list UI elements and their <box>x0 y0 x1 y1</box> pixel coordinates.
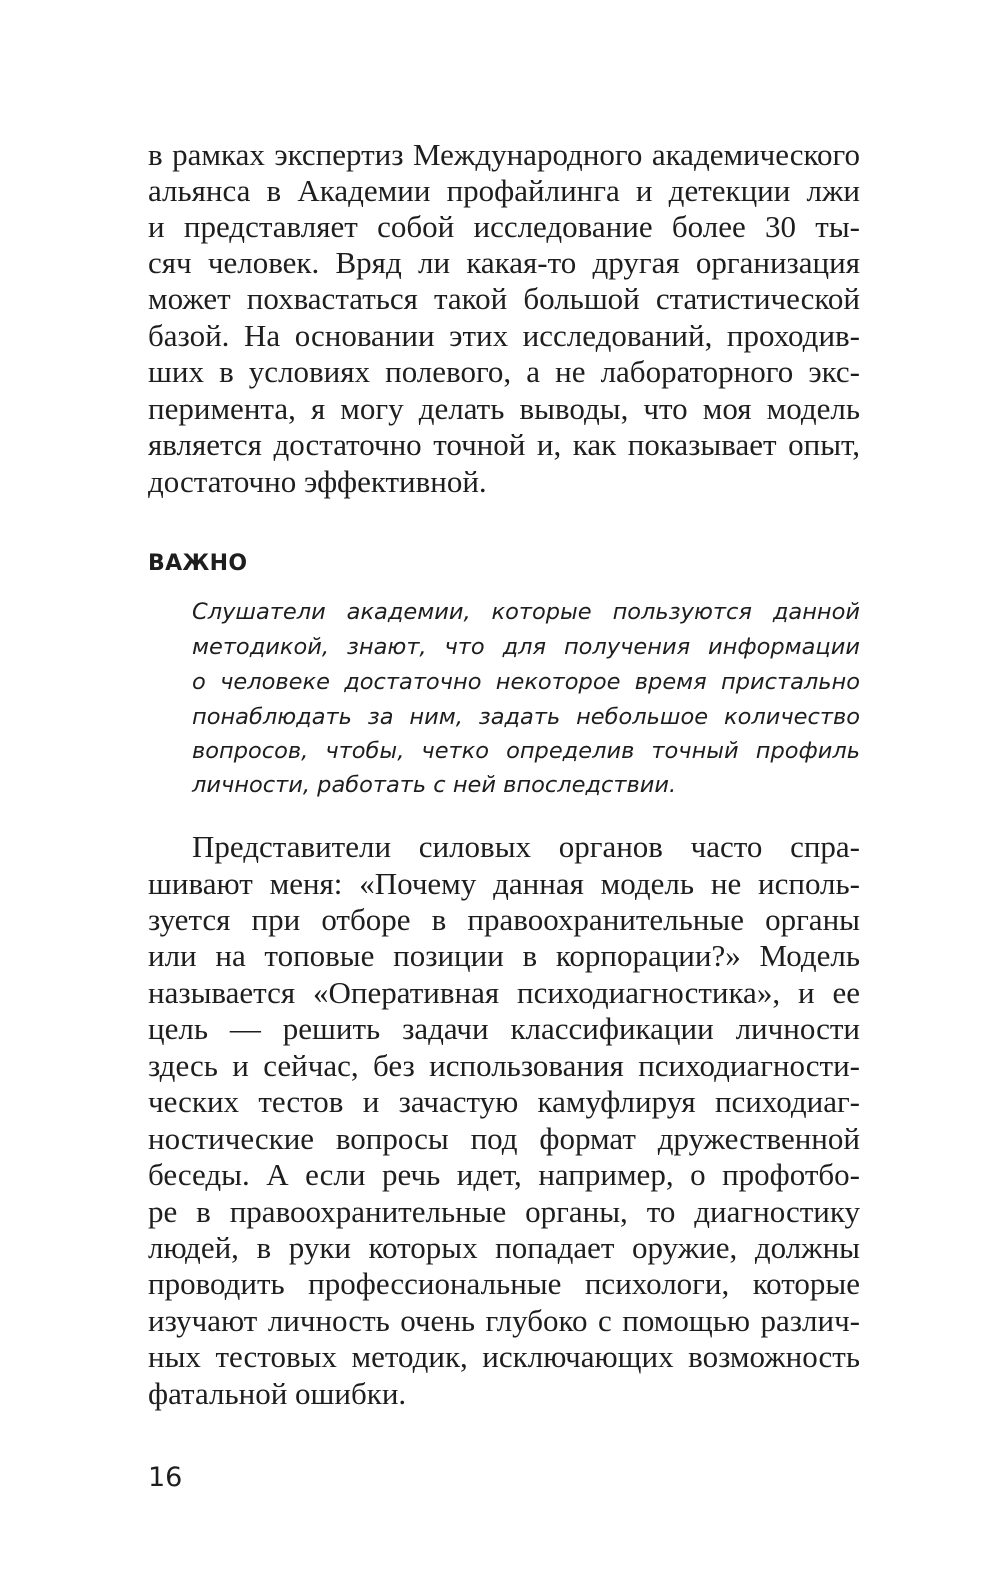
paragraph-line: цель — решить задачи классификации личности <box>148 1011 860 1046</box>
paragraph-line: ческих тестов и зачастую камуфлируя психодиаг- <box>148 1084 860 1119</box>
callout-line: методикой, знают, что для получения информации <box>192 634 860 660</box>
callout-line: личности, работать с ней впоследствии. <box>192 772 677 798</box>
paragraph-line: людей, в руки которых попадает оружие, должны <box>148 1230 860 1265</box>
paragraph-line: сяч человек. Вряд ли какая-то другая организация <box>148 245 860 280</box>
callout-heading: ВАЖНО <box>148 551 248 576</box>
callout-line: вопросов, чтобы, четко определив точный профиль <box>192 738 860 764</box>
paragraph-line: ре в правоохранительные органы, то диагностику <box>148 1194 860 1229</box>
paragraph-line: зуется при отборе в правоохранительные органы <box>148 902 860 937</box>
paragraph-line: альянса в Академии профайлинга и детекции лжи <box>148 173 860 208</box>
paragraph-line: ных тестовых методик, исключающих возможность <box>148 1339 860 1374</box>
paragraph-line: перимента, я могу делать выводы, что моя модель <box>148 391 860 426</box>
paragraph-line: беседы. А если речь идет, например, о профотбо- <box>148 1157 860 1192</box>
callout-line: Слушатели академии, которые пользуются данной <box>192 599 860 625</box>
callout-line: понаблюдать за ним, задать небольшое количество <box>192 704 860 730</box>
callout-line: о человеке достаточно некоторое время пристально <box>192 669 860 695</box>
paragraph-line: Представители силовых органов часто спра- <box>192 829 860 864</box>
paragraph-line: базой. На основании этих исследований, проходив- <box>148 318 860 353</box>
paragraph-line: достаточно эффективной. <box>148 464 487 499</box>
paragraph-line: шивают меня: «Почему данная модель не исполь- <box>148 866 860 901</box>
paragraph-line: изучают личность очень глубоко с помощью различ- <box>148 1303 860 1338</box>
paragraph-line: проводить профессиональные психологи, которые <box>148 1266 860 1301</box>
paragraph-line: называется «Оперативная психодиагностика», и ее <box>148 975 860 1010</box>
paragraph-line: может похвастаться такой большой статистической <box>148 281 860 316</box>
paragraph-line: в рамках экспертиз Международного академического <box>148 137 860 172</box>
paragraph-line: ностические вопросы под формат дружественной <box>148 1121 860 1156</box>
paragraph-line: фатальной ошибки. <box>148 1376 407 1411</box>
paragraph-line: является достаточно точной и, как показывает опыт, <box>148 427 860 462</box>
paragraph-line: ших в условиях полевого, а не лабораторного экс- <box>148 354 860 389</box>
paragraph-line: и представляет собой исследование более 30 ты- <box>148 209 860 244</box>
paragraph-line: здесь и сейчас, без использования психодиагности- <box>148 1048 860 1083</box>
page-number: 16 <box>148 1462 183 1493</box>
paragraph-line: или на топовые позиции в корпорации?» Модель <box>148 938 860 973</box>
